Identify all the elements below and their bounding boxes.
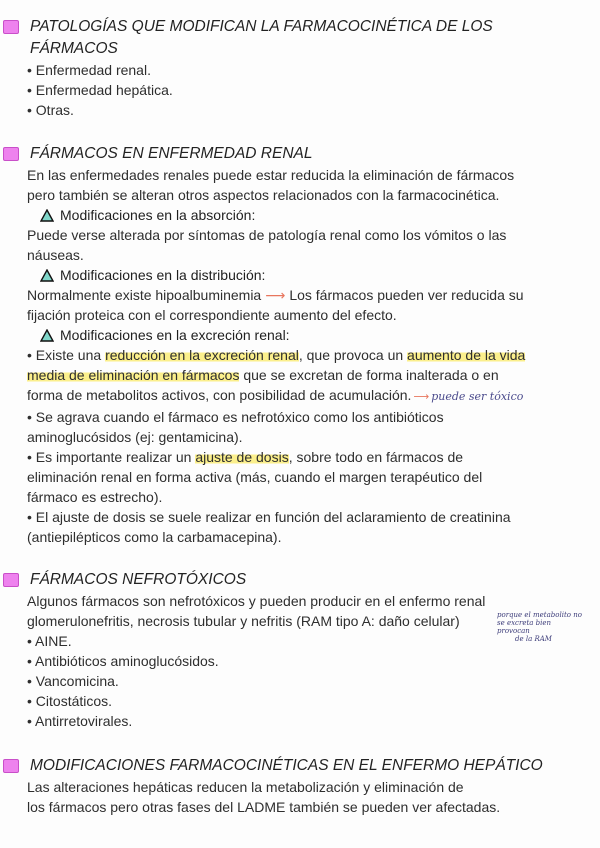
triangle-icon [40,209,54,222]
highlight: aumento de la vida [407,347,526,363]
list-item: • Enfermedad hepática. [27,82,173,98]
list-item: • Otras. [27,102,74,118]
section-heading: PATOLOGÍAS QUE MODIFICAN LA FARMACOCINÉTICA DE LOS FÁRMACOS [30,16,600,60]
triangle-icon [40,269,54,282]
list-item: • Vancomicina. [27,673,119,689]
paragraph: Algunos fármacos son nefrotóxicos y pueden producir en el enfermo renal glomerulonefritis, necrosis tubular y nefritis (RAM tipo A: daño celular) porque el metabolito no se excreta bien provocan de la RAM [27,593,582,643]
handwritten-note: porque el metabolito no se excreta bien provocan de la RAM [497,611,582,643]
section-pathologies [0,16,600,120]
subheading-distribution: Modificaciones en la distribución: [40,265,600,285]
section-nephrotoxic [0,569,600,731]
arrow-icon: ⟶ [413,391,430,403]
paragraph: • Existe una reducción en la excreción renal, que provoca un aumento de la vida media de eliminación en fármacos que se excretan de forma inalterada o en forma de metabolitos activos, con posibilidad de acumulación. ⟶ puede ser tóxico • Se agrava cuando el fármaco es nefrotóxico como los antibióticos aminoglucósidos (ej: gentamicina). • Es importante realizar un ajuste de dosis, sobre todo en fármacos de eliminación renal en forma activa (más, cuando el margen terapéutico del fármaco es estrecho). • El ajuste de dosis se suele realizar en función del aclaramiento de creatinina (antiepilépticos como la carbamacepina). [27,347,526,545]
section-heading: FÁRMACOS NEFROTÓXICOS [30,569,600,591]
highlight: ajuste de dosis [195,449,289,465]
subheading-excretion: Modificaciones en la excreción renal: [40,325,600,345]
list-item: • Antirretovirales. [27,713,133,729]
highlight: reducción en la excreción renal [105,347,299,363]
highlight: media de eliminación en fármacos [27,367,240,383]
paragraph: En las enfermedades renales puede estar reducida la eliminación de fármacos pero también se alteran otros aspectos relacionados con la farmacocinética. [27,167,515,203]
pink-bullet-icon [3,20,19,34]
pink-bullet-icon [3,147,19,161]
pink-bullet-icon [3,573,19,587]
subheading-absorption: Modificaciones en la absorción: [40,205,600,225]
list-item: • Citostáticos. [27,693,113,709]
paragraph: Normalmente existe hipoalbuminemia ⟶ Los fármacos pueden ver reducida su fijación proteica con el correspondiente aumento del efecto. [27,287,524,323]
list-item: • AINE. [27,633,72,649]
list-item: • Enfermedad renal. [27,62,151,78]
section-heading: MODIFICACIONES FARMACOCINÉTICAS EN EL ENFERMO HEPÁTICO [30,755,600,777]
paragraph: Puede verse alterada por síntomas de patología renal como los vómitos o las náuseas. [27,227,507,263]
section-heading: FÁRMACOS EN ENFERMEDAD RENAL [30,143,600,165]
triangle-icon [40,329,54,342]
pink-bullet-icon [3,759,19,773]
paragraph: Las alteraciones hepáticas reducen la metabolización y eliminación de los fármacos pero otras fases del LADME también se pueden ver afectadas. [27,779,501,815]
section-hepatic [0,755,600,817]
arrow-icon: ⟶ [265,287,286,303]
handwritten-note: puede ser tóxico [431,390,524,403]
list-item: • Antibióticos aminoglucósidos. [27,653,219,669]
section-renal [0,143,600,547]
